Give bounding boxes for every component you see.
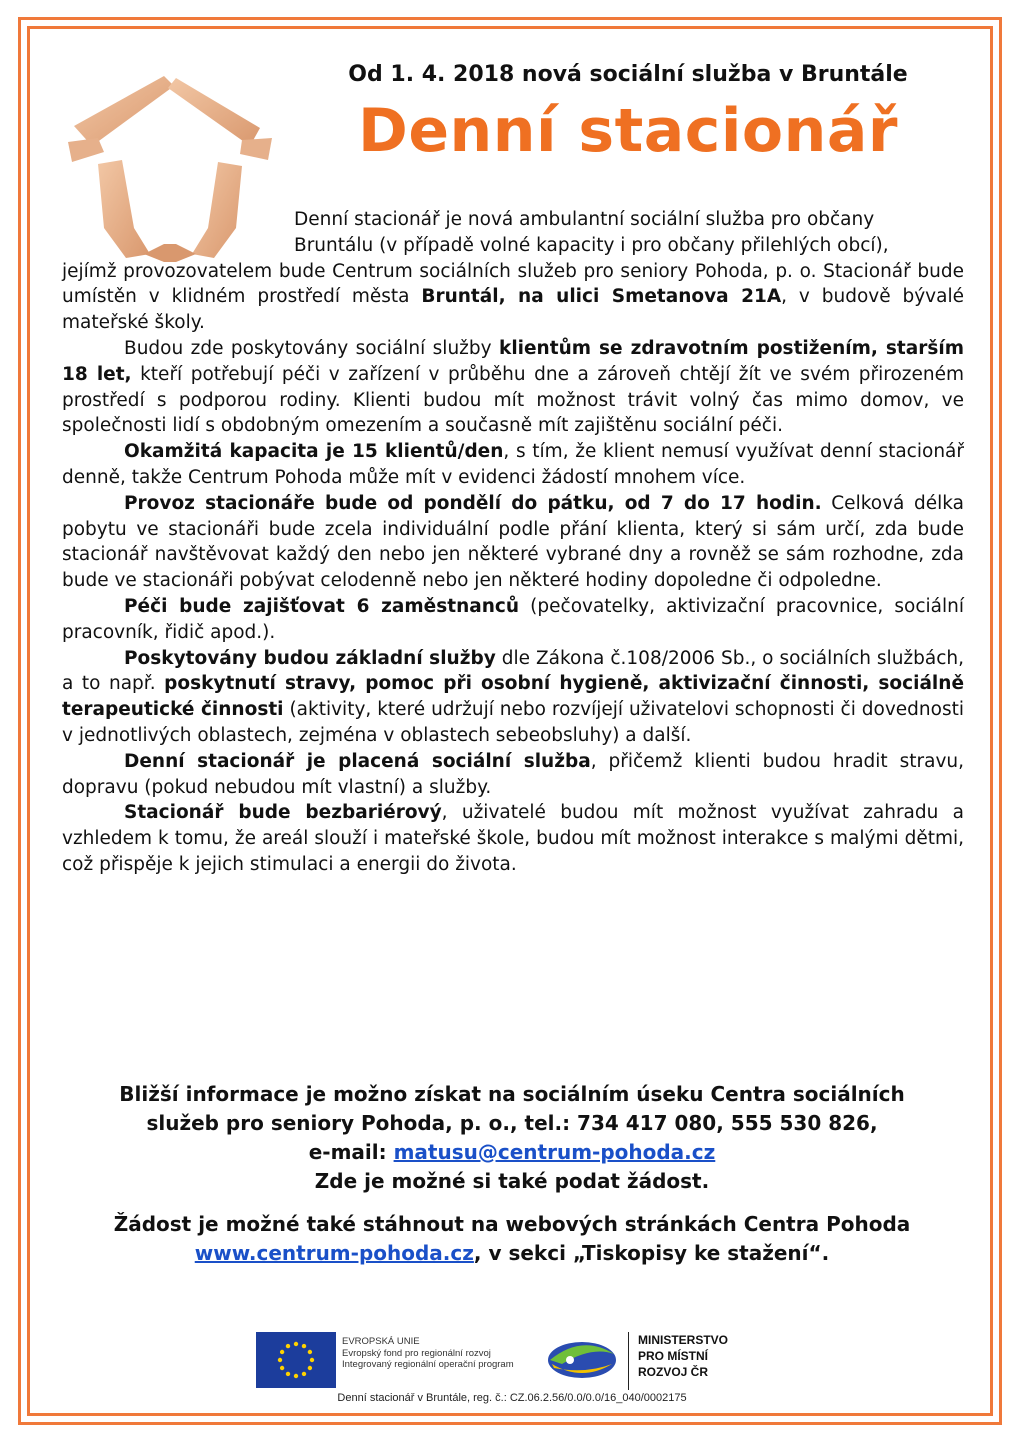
intro-text-end: , v budově bývalé mateřské školy. <box>62 286 964 334</box>
logo-bar <box>252 1326 772 1396</box>
contact-website-line <box>60 1239 964 1268</box>
paragraph-hours <box>62 491 964 594</box>
paragraph-capacity <box>62 439 964 491</box>
subtitle: Od 1. 4. 2018 nová sociální služba v Bruntále <box>348 62 908 87</box>
address-text: Bruntál, na ulici Smetanova 21A <box>421 286 782 308</box>
mmr-logo-icon <box>542 1334 622 1384</box>
mmr-text <box>638 1332 728 1380</box>
contact-email-line <box>60 1138 964 1167</box>
barrier-free-bold: Stacionář bude bezbariérový <box>124 802 442 824</box>
eu-text <box>342 1336 514 1371</box>
contact-line-5: Žádost je možné také stáhnout na webových stránkách Centra Pohoda <box>113 1212 911 1236</box>
paragraph-staff <box>62 594 964 646</box>
intro-line-2: Bruntálu (v případě volné kapacity i pro občany přilehlých obcí), <box>294 234 889 256</box>
contact-line-4: Zde je možné si také podat žádost. <box>314 1169 710 1193</box>
eu-line-1: EVROPSKÁ UNIE <box>342 1336 420 1347</box>
paragraph-services <box>62 646 964 749</box>
paid-text: , přičemž klienti budou hradit stravu, dopravu (pokud nebudou mít vlastní) a služby. <box>62 750 964 798</box>
hours-text: Celková délka pobytu ve stacionáři bude zcela individuální podle přání klienta, který si sám určí, zda bude stacionář navštěvovat každý den nebo jen některé vybrané dny a rovněž se sám rozhodne, zda bude ve stacionáři pobývat celodenně nebo jen některé hodiny dopoledne či odpoledne. <box>62 492 964 592</box>
eu-flag-icon <box>256 1332 336 1388</box>
eu-line-2: Evropský fond pro regionální rozvoj <box>342 1347 491 1359</box>
mmr-line-2: PRO MÍSTNÍ <box>638 1349 709 1363</box>
website-link[interactable]: www.centrum-pohoda.cz <box>194 1241 474 1265</box>
clients-text-end: kteří potřebují péči v zařízení v průběhu dne a zároveň chtějí žít ve svém přirozeném prostředí s podporou rodiny. Klienti budou mít možnost trávit volný čas mimo domov, ve společnosti lidí s obdobným omezením a současně mít zajištěnu sociální péči. <box>62 363 964 437</box>
eu-line-3: Integrovaný regionální operační program <box>342 1359 514 1370</box>
services-text-end: (aktivity, které udržují nebo rozvíjejí uživatelovi schopnosti či dovednosti v jednotlivých oblastech, zejména v oblastech sebeobsluhy) a další. <box>62 699 964 746</box>
paid-bold: Denní stacionář je placená sociální služba <box>124 750 591 772</box>
page-title: Denní stacionář <box>358 96 898 166</box>
clients-text: Budou zde poskytovány sociální služby <box>124 337 500 359</box>
article-body <box>62 207 964 878</box>
email-link[interactable]: matusu@centrum-pohoda.cz <box>393 1140 716 1164</box>
website-line-rest: , v sekci „Tiskopisy ke stažení“. <box>473 1241 830 1265</box>
paragraph-paid <box>62 749 964 801</box>
capacity-text: , s tím, že klient nemusí využívat denní stacionář denně, takže Centrum Pohoda může mít v evidenci žádostí mnohem více. <box>62 441 964 488</box>
mmr-line-1: MINISTERSTVO <box>638 1333 729 1347</box>
barrier-free-text: , uživatelé budou mít možnost využívat zahradu a vzhledem k tomu, že areál slouží i mateřské škole, budou mít možnost interakce s malými dětmi, což přispěje k jejich stimulaci a energii do života. <box>62 802 965 875</box>
intro-text: jejímž provozovatelem bude Centrum sociálních služeb pro seniory Pohoda, p. o. Stacionář bude umístěn v klidném prostředí města <box>62 260 964 308</box>
registration-number: Denní stacionář v Bruntále, reg. č.: CZ.06.2.56/0.0/0.0/16_040/0002175 <box>337 1392 687 1404</box>
email-label: e-mail: <box>308 1140 394 1164</box>
hours-bold: Provoz stacionáře bude od pondělí do pátku, od 7 do 17 hodin. <box>124 492 822 514</box>
paragraph-intro <box>62 207 964 336</box>
capacity-bold: Okamžitá kapacita je 15 klientů/den <box>124 441 504 463</box>
paragraph-clients <box>62 336 964 439</box>
mmr-line-3: ROZVOJ ČR <box>638 1365 709 1379</box>
contact-block <box>60 1080 964 1268</box>
services-bold: Poskytovány budou základní služby <box>124 647 496 669</box>
services-bold-list: poskytnutí stravy, pomoc při osobní hygieně, aktivizační činnosti, sociálně terapeutické činnosti <box>62 673 964 721</box>
paragraph-barrier-free <box>62 800 964 877</box>
intro-line-1: Denní stacionář je nová ambulantní sociální služba pro občany <box>294 209 875 230</box>
logo-divider <box>628 1332 629 1390</box>
staff-bold: Péči bude zajišťovat 6 zaměstnanců <box>124 595 520 617</box>
services-text: dle Zákona č.108/2006 Sb., o sociálních službách, a to např. <box>62 647 964 695</box>
contact-line-2: služeb pro seniory Pohoda, p. o., tel.: 734 417 080, 555 530 826, <box>146 1111 878 1135</box>
clients-bold: klientům se zdravotním postižením, starším 18 let, <box>62 337 964 385</box>
staff-text: (pečovatelky, aktivizační pracovnice, sociální pracovník, řidič apod.). <box>62 595 965 643</box>
contact-line-1: Bližší informace je možno získat na sociálním úseku Centra sociálních <box>119 1082 905 1106</box>
